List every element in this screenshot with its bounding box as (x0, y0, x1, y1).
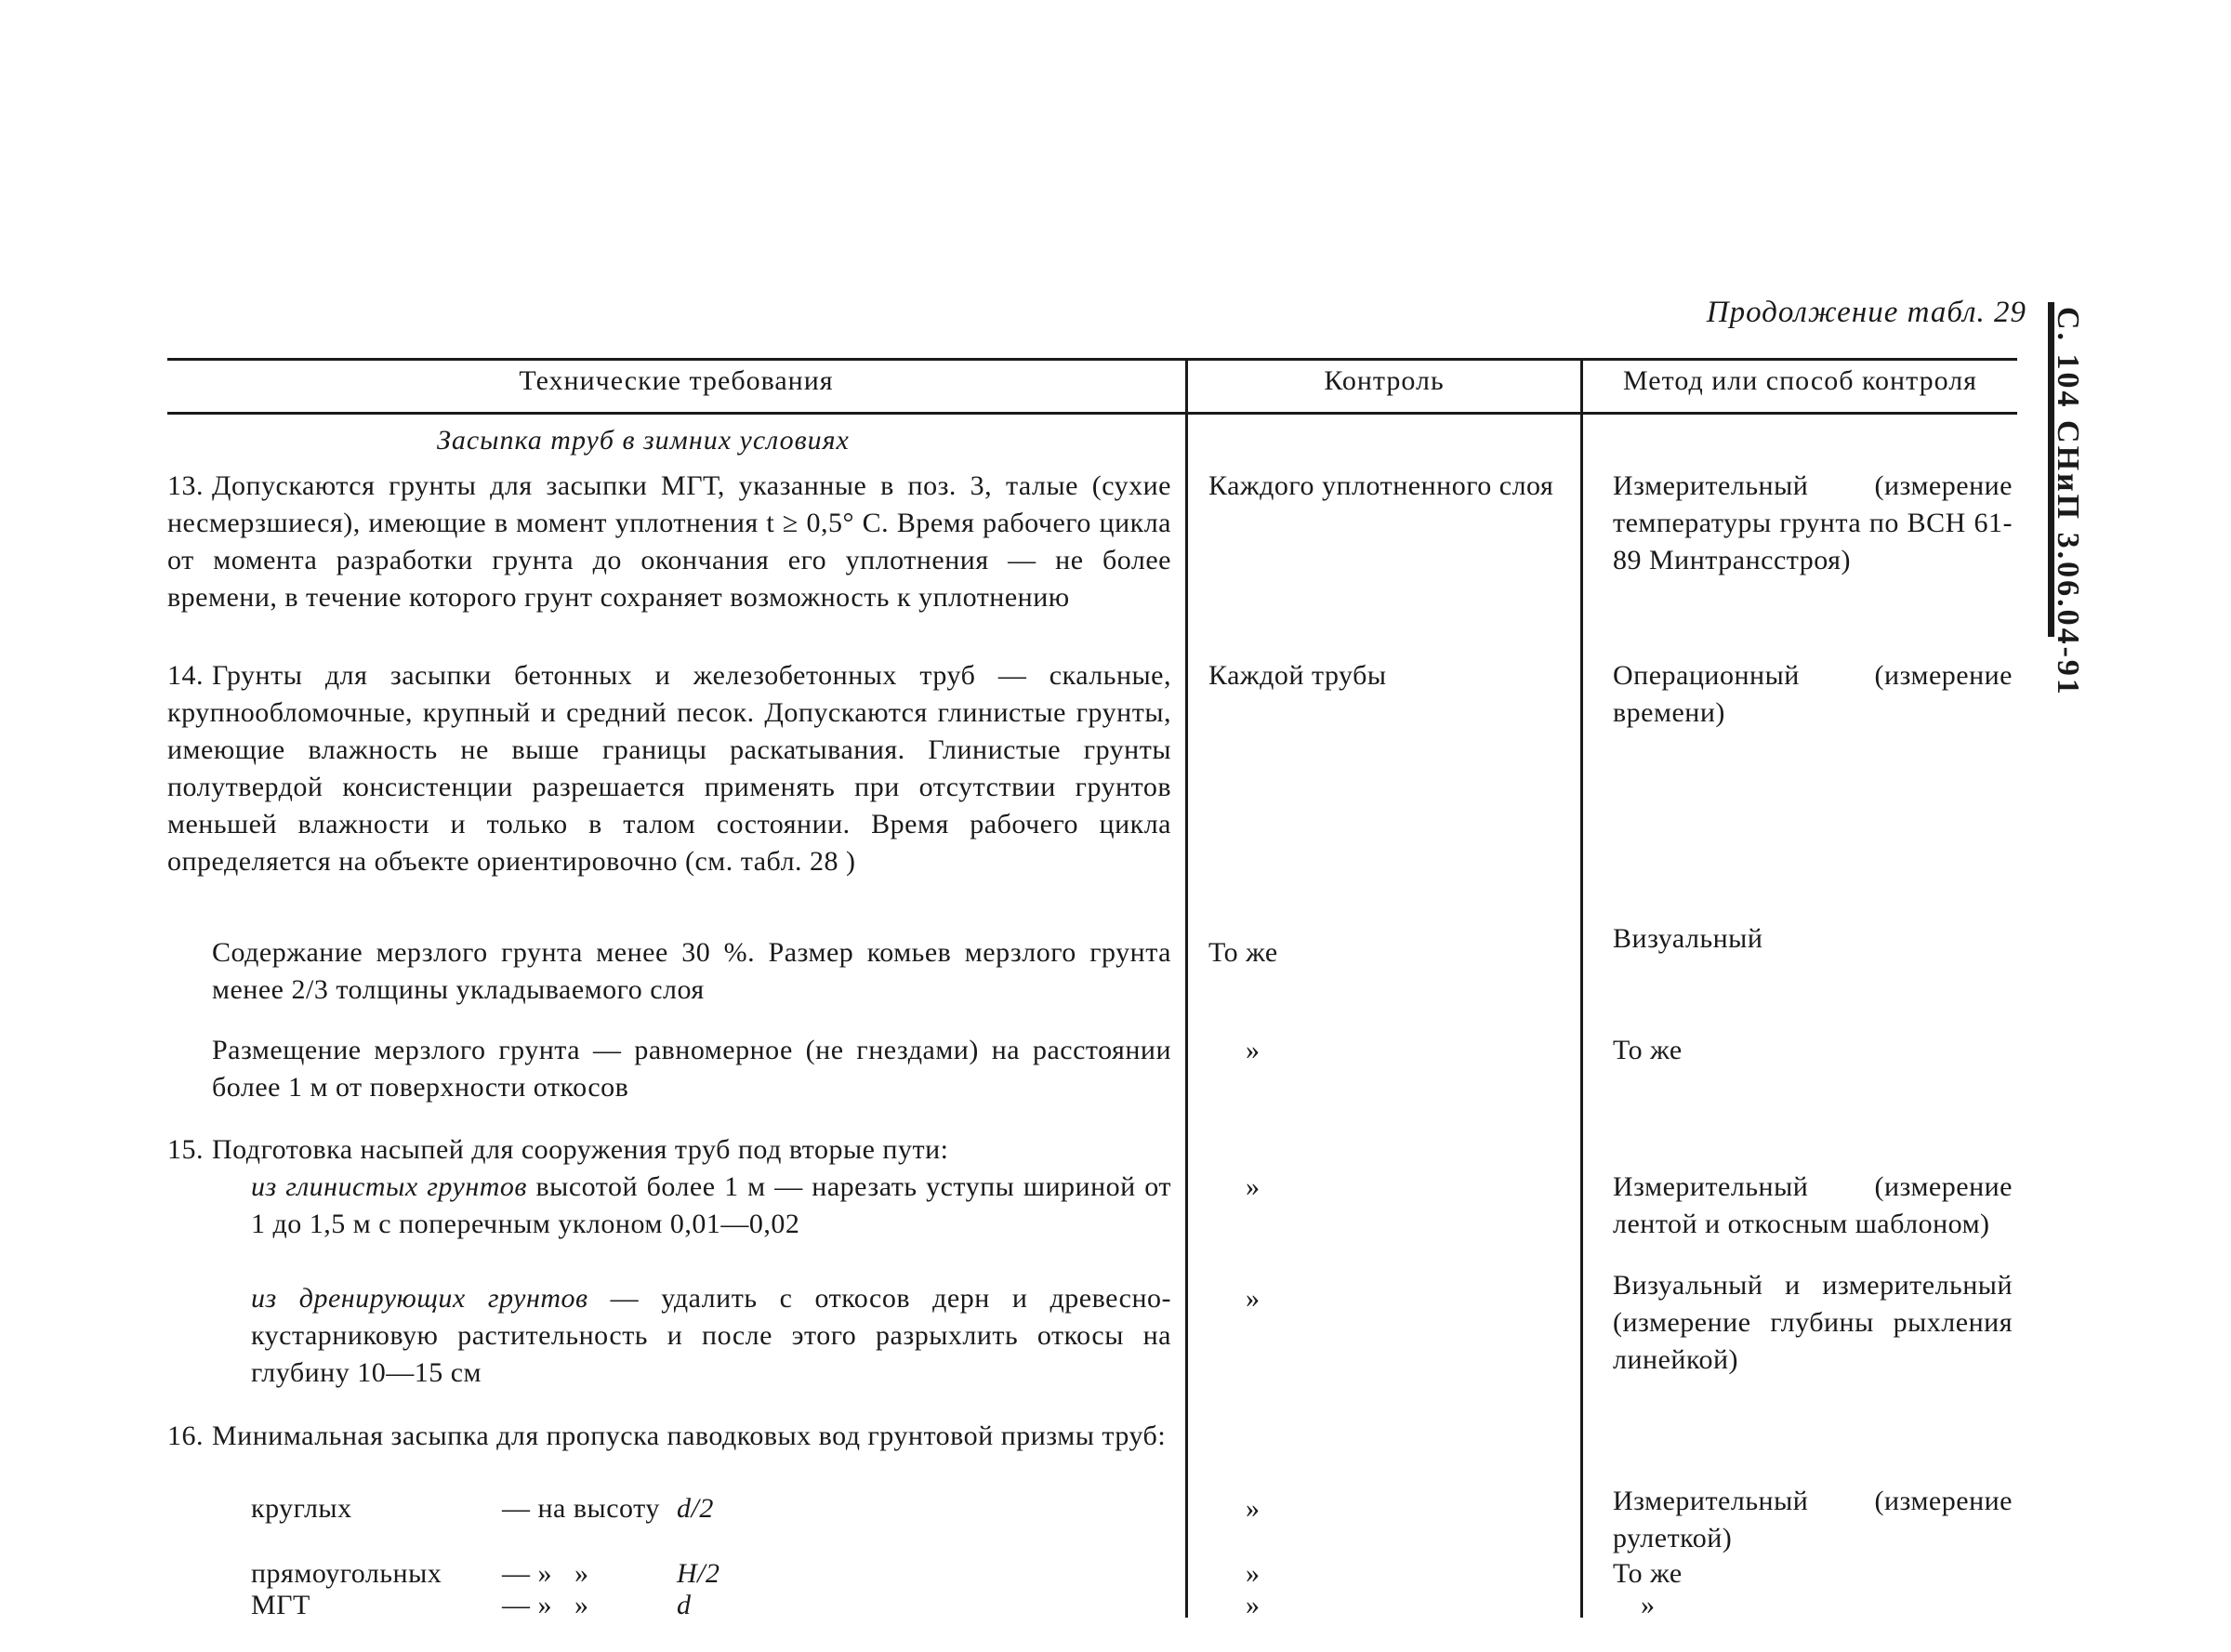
item-rect-dash: — » » (502, 1558, 589, 1589)
row-16-item-mgt (251, 1587, 1181, 1624)
item-round-method: Измерительный (измерение рулеткой) (1613, 1486, 2013, 1553)
row-13-requirement (167, 468, 1171, 616)
row-15-sub1-method: Измерительный (измерение лентой и откосным шаблоном) (1613, 1171, 2013, 1239)
item-rect-control: » (1246, 1558, 1261, 1589)
item-round-label: круглых (251, 1493, 352, 1524)
row-15-text: Подготовка насыпей для сооружения труб под вторые пути: (212, 1134, 949, 1165)
row-15-sub2-control: » (1246, 1283, 1261, 1314)
row-15-sub2-method: Визуальный и измерительный (измерение глубины рыхления линейкой) (1613, 1270, 2013, 1375)
item-rect-value: H/2 (677, 1558, 720, 1589)
item-mgt-dash: — » » (502, 1590, 589, 1620)
row-15-number: 15. (167, 1134, 204, 1165)
row-14b-requirement: Содержание мерзлого грунта менее 30 %. Размер комьев мерзлого грунта менее 2/3 толщины укладываемого слоя (212, 937, 1171, 1005)
row-13-number: 13. (167, 470, 204, 501)
item-rect-method: То же (1613, 1558, 1683, 1589)
row-14c-method: То же (1613, 1035, 1683, 1065)
item-mgt-label: МГТ (251, 1590, 310, 1620)
table-continuation-label: Продолжение табл. 29 (1706, 296, 2026, 329)
row-15-sub2-italic: из дренирующих грунтов (251, 1283, 588, 1314)
row-14b-method: Визуальный (1613, 923, 1763, 954)
item-round-dash: — на высоту (502, 1493, 660, 1524)
row-14c-requirement: Размещение мерзлого грунта — равномерное (не гнездами) на расстоянии более 1 м от поверхности откосов (212, 1035, 1171, 1103)
row-14-text: Грунты для засыпки бетонных и железобетонных труб — скальные, крупнообломочные, крупный и средний песок. Допускаются глинистые грунты, имеющие влажность не выше границы раскатывания. Глинистые грунты полутвердой консистенции разрешается применять при отсутствии грунтов меньшей влажности и только в талом состоянии. Время рабочего цикла определяется на объекте ориентировочно (см. табл. 28 ) (167, 660, 1171, 877)
row-15-sub1-text: высотой более 1 м — нарезать уступы шириной от 1 до 1,5 м с поперечным уклоном 0,01—0,02 (251, 1171, 1171, 1239)
row-16-text: Минимальная засыпка для пропуска паводковых вод грунтовой призмы труб: (212, 1421, 1167, 1451)
item-mgt-method: » (1641, 1590, 1656, 1620)
column-divider-1 (1185, 358, 1188, 1618)
row-14c-control: » (1246, 1035, 1261, 1065)
column-header-control: Контроль (1324, 365, 1445, 396)
item-rect-label: прямоугольных (251, 1558, 442, 1589)
row-14-method: Операционный (измерение времени) (1613, 660, 2013, 728)
row-13-method: Измерительный (измерение температуры грунта по ВСН 61-89 Минтрансстроя) (1613, 470, 2013, 575)
row-14-requirement (167, 657, 1171, 880)
row-15-sub1-italic: из глинистых грунтов (251, 1171, 527, 1202)
item-mgt-control: » (1246, 1590, 1261, 1620)
row-14-number: 14. (167, 660, 204, 691)
table-top-rule (167, 358, 2017, 361)
row-16-number: 16. (167, 1421, 204, 1451)
row-13-text: Допускаются грунты для засыпки МГТ, указанные в поз. 3, талые (сухие несмерзшиеся), имеющие в момент уплотнения t ≥ 0,5° С. Время рабочего цикла от момента разработки грунта до окончания его уплотнения — не более времени, в течение которого грунт сохраняет возможность к уплотнению (167, 470, 1171, 613)
column-divider-2 (1580, 358, 1583, 1618)
row-16-item-round (251, 1490, 1181, 1527)
row-15-sub1-control: » (1246, 1171, 1261, 1202)
header-bottom-rule (167, 412, 2017, 415)
column-header-method: Метод или способ контроля (1623, 365, 1977, 396)
item-mgt-value: d (677, 1590, 692, 1620)
page-side-label: С. 104 СНиП 3.06.04-91 (2051, 307, 2085, 697)
row-15-sub2 (167, 1280, 1171, 1392)
row-15-sub2-text: — удалить с откосов дерн и древесно-кустарниковую растительность и после этого разрыхлить откосы на глубину 10—15 см (251, 1283, 1171, 1388)
row-14-control: Каждой трубы (1208, 660, 1387, 691)
requirements-table (167, 358, 2017, 1618)
section-title: Засыпка труб в зимних условиях (437, 425, 850, 456)
column-header-requirements: Технические требования (519, 365, 834, 396)
row-16-requirement (167, 1418, 1171, 1455)
row-15-sub1 (167, 1169, 1171, 1243)
row-13-control: Каждого уплотненного слоя (1208, 470, 1554, 501)
row-14b-control: То же (1208, 937, 1278, 968)
item-round-value: d/2 (677, 1493, 714, 1524)
row-15-requirement (167, 1131, 1171, 1169)
item-round-control: » (1246, 1493, 1261, 1524)
